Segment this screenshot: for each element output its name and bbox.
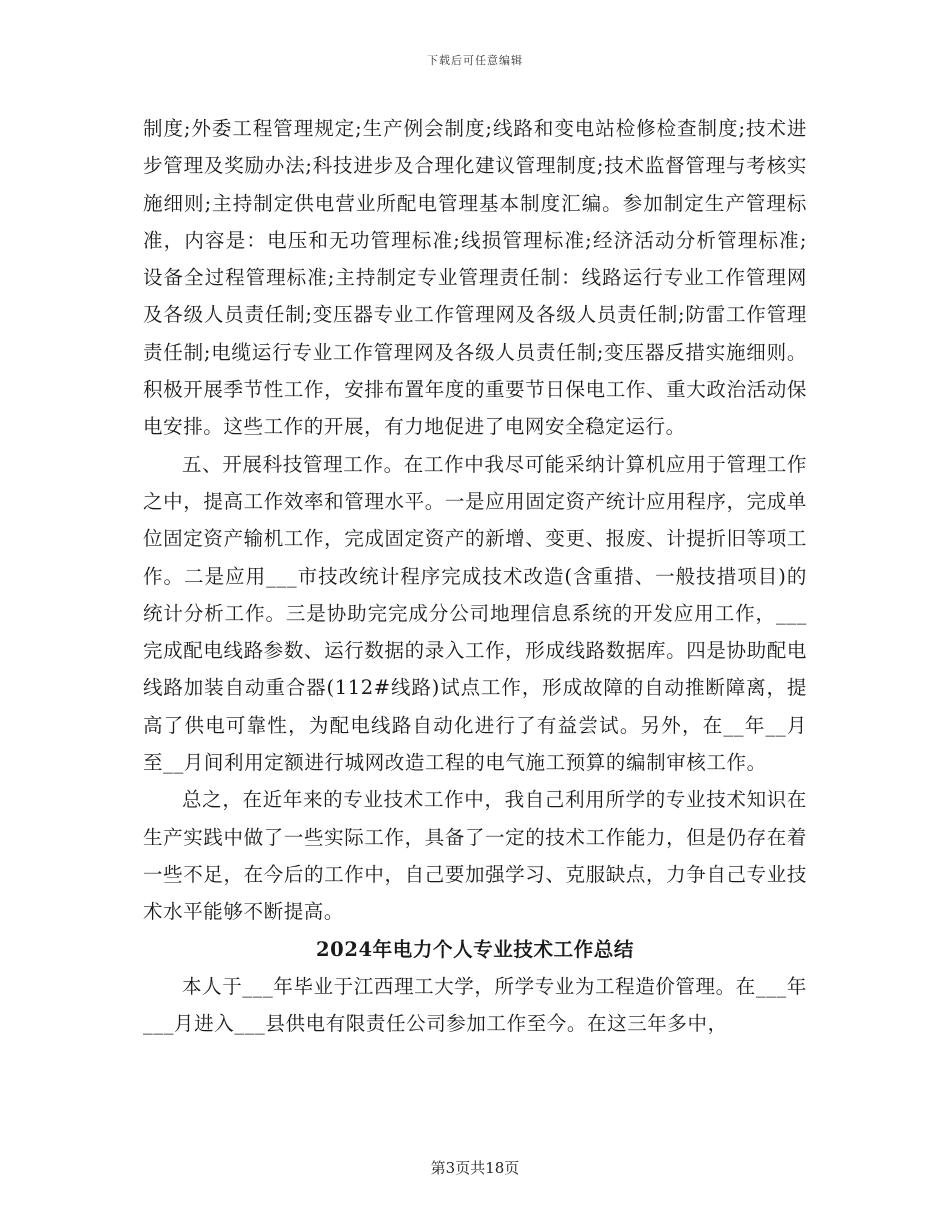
section-title: 2024年电力个人专业技术工作总结 bbox=[316, 937, 634, 961]
page-number: 第3页共18页 bbox=[430, 1159, 520, 1177]
paragraph-intro: 本人于___年毕业于江西理工大学，所学专业为工程造价管理。在___年___月进入___县供电有限责任公司参加工作至今。在这三年多中， bbox=[143, 974, 807, 1036]
paragraph-tech-management: 五、开展科技管理工作。在工作中我尽可能采纳计算机应用于管理工作之中，提高工作效率和管理水平。一是应用固定资产统计应用程序，完成单位固定资产输机工作，完成固定资产的新增、变更、报废、计提折旧等项工作。二是应用___市技改统计程序完成技术改造(含重措、一般技措项目)的统计分析工作。三是协助完完成分公司地理信息系统的开发应用工作，___完成配电线路参数、运行数据的录入工作，形成线路数据库。四是协助配电线路加装自动重合器(112#线路)试点工作，形成故障的自动推断障离，提高了供电可靠性，为配电线路自动化进行了有益尝试。另外，在__年__月至__月间利用定额进行城网改造工程的电气施工预算的编制审核工作。 bbox=[143, 452, 807, 775]
document-body bbox=[143, 110, 807, 1042]
paragraph-regulations: 制度;外委工程管理规定;生产例会制度;线路和变电站检修检查制度;技术进步管理及奖励办法;科技进步及合理化建议管理制度;技术监督管理与考核实施细则;主持制定供电营业所配电管理基本制度汇编。参加制定生产管理标准，内容是：电压和无功管理标准;线损管理标准;经济活动分析管理标准;设备全过程管理标准;主持制定专业管理责任制：线路运行专业工作管理网及各级人员责任制;变压器专业工作管理网及各级人员责任制;防雷工作管理责任制;电缆运行专业工作管理网及各级人员责任制;变压器反措实施细则。积极开展季节性工作，安排布置年度的重要节日保电工作、重大政治活动保电安排。这些工作的开展，有力地促进了电网安全稳定运行。 bbox=[143, 117, 807, 439]
header-note: 下载后可任意编辑 bbox=[427, 54, 523, 67]
paragraph-summary: 总之，在近年来的专业技术工作中，我自己利用所学的专业技术知识在生产实践中做了一些实际工作，具备了一定的技术工作能力，但是仍存在着一些不足，在今后的工作中，自己要加强学习、克服缺点，力争自己专业技术水平能够不断提高。 bbox=[143, 788, 807, 924]
